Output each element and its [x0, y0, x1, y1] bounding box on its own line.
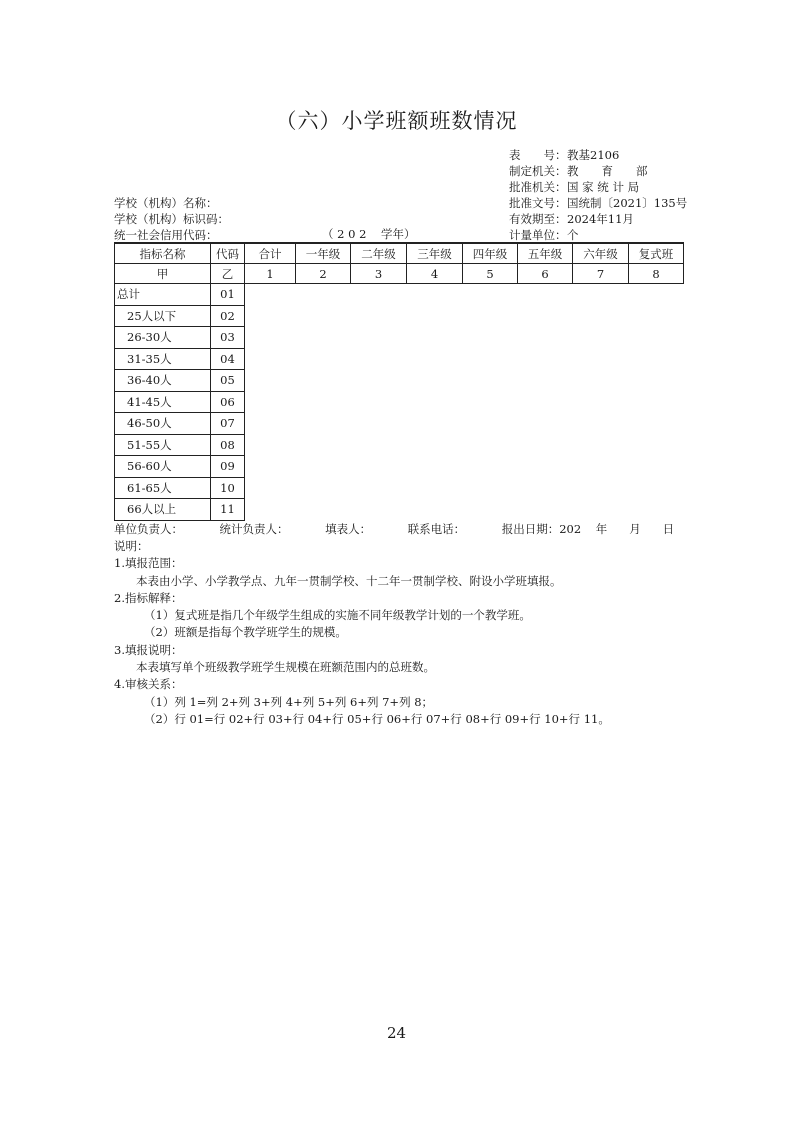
column-number-cell: 5 — [463, 264, 518, 284]
credit-code-field: 统一社会信用代码： — [114, 228, 218, 242]
row-code: 03 — [211, 327, 245, 349]
note-section-title: 1.填报范围： — [114, 556, 183, 571]
note-text: 本表填写单个班级教学班学生规模在班额范围内的总班数。 — [136, 660, 435, 675]
header-cell: 二年级 — [351, 243, 407, 264]
note-section-title: 3.填报说明： — [114, 642, 183, 657]
header-cell: 指标名称 — [115, 243, 211, 264]
meta-approving-authority: 批准机关：国 家 统 计 局 — [509, 180, 640, 194]
column-number-cell: 8 — [629, 264, 684, 284]
school-year: （ 2 0 2 学年） — [322, 227, 416, 241]
school-name-field: 学校（机构）名称： — [114, 196, 218, 210]
row-name: 41-45人 — [115, 391, 211, 413]
data-entry-area[interactable] — [245, 284, 684, 521]
header-cell: 复式班 — [629, 243, 684, 264]
note-text: （1）列 1=列 2+列 3+列 4+列 5+列 6+列 7+列 8； — [144, 694, 434, 709]
note-section-title: 2.指标解释： — [114, 590, 183, 605]
class-size-table — [114, 242, 684, 521]
column-number-cell: 7 — [573, 264, 629, 284]
note-text: （2）班额是指每个教学班学生的规模。 — [144, 625, 347, 640]
row-code: 02 — [211, 305, 245, 327]
table-column-number-row — [115, 264, 684, 284]
column-number-cell: 乙 — [211, 264, 245, 284]
meta-issuing-authority: 制定机关：教 育 部 — [509, 164, 648, 178]
row-code: 04 — [211, 348, 245, 370]
note-text: （2）行 01=行 02+行 03+行 04+行 05+行 06+行 07+行 08+行 09+行 10+行 11。 — [144, 711, 610, 726]
meta-approval-number: 批准文号：国统制〔2021〕135号 — [509, 196, 688, 210]
row-code: 10 — [211, 477, 245, 499]
column-number-cell: 1 — [245, 264, 296, 284]
row-name: 61-65人 — [115, 477, 211, 499]
row-code: 08 — [211, 434, 245, 456]
header-cell: 四年级 — [463, 243, 518, 264]
row-name: 31-35人 — [115, 348, 211, 370]
page-number: 24 — [386, 1024, 407, 1042]
meta-unit: 计量单位：个 — [509, 228, 579, 242]
row-code: 06 — [211, 391, 245, 413]
signature-footer: 单位负责人： 统计负责人： 填表人： 联系电话： 报出日期：202 年 月 日 — [114, 522, 675, 536]
note-section-title: 4.审核关系： — [114, 677, 183, 692]
column-number-cell: 甲 — [115, 264, 211, 284]
row-code: 11 — [211, 499, 245, 521]
notes-heading: 说明： — [114, 539, 149, 553]
column-number-cell: 2 — [296, 264, 351, 284]
row-name: 总计 — [115, 284, 211, 306]
column-number-cell: 6 — [518, 264, 573, 284]
table-row — [115, 284, 684, 306]
row-code: 05 — [211, 370, 245, 392]
note-text: （1）复式班是指几个年级学生组成的实施不同年级教学计划的一个教学班。 — [144, 608, 531, 623]
header-cell: 合计 — [245, 243, 296, 264]
explanation-notes — [114, 538, 610, 728]
row-code: 07 — [211, 413, 245, 435]
row-name: 66人以上 — [115, 499, 211, 521]
header-cell: 六年级 — [573, 243, 629, 264]
row-name: 56-60人 — [115, 456, 211, 478]
note-text: 本表由小学、小学教学点、九年一贯制学校、十二年一贯制学校、附设小学班填报。 — [136, 573, 562, 588]
row-name: 25人以下 — [115, 305, 211, 327]
meta-valid-until: 有效期至：2024年11月 — [509, 212, 634, 226]
table-header-row — [115, 243, 684, 264]
row-code: 09 — [211, 456, 245, 478]
meta-form-number: 表 号：教基2106 — [509, 148, 620, 162]
header-cell: 一年级 — [296, 243, 351, 264]
header-cell: 代码 — [211, 243, 245, 264]
row-code: 01 — [211, 284, 245, 306]
row-name: 51-55人 — [115, 434, 211, 456]
header-cell: 三年级 — [407, 243, 463, 264]
row-name: 36-40人 — [115, 370, 211, 392]
column-number-cell: 4 — [407, 264, 463, 284]
header-cell: 五年级 — [518, 243, 573, 264]
column-number-cell: 3 — [351, 264, 407, 284]
school-id-field: 学校（机构）标识码： — [114, 212, 229, 226]
page-title: （六）小学班额班数情况 — [275, 109, 518, 133]
row-name: 26-30人 — [115, 327, 211, 349]
row-name: 46-50人 — [115, 413, 211, 435]
